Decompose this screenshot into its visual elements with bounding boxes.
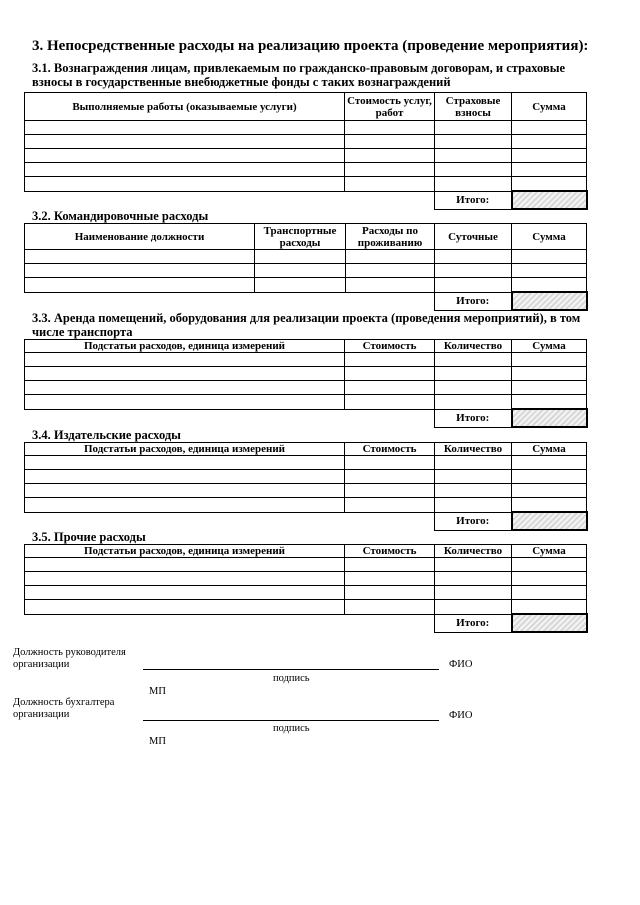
table-cell[interactable] <box>512 381 587 395</box>
table-cell[interactable] <box>512 149 587 163</box>
table-cell[interactable] <box>435 558 512 572</box>
accountant-position-label: Должность бухгалтера организации <box>13 697 115 720</box>
table-cell[interactable] <box>512 498 587 513</box>
table-cell[interactable] <box>435 470 512 484</box>
col-header: Расходы по проживанию <box>346 224 435 250</box>
table-cell[interactable] <box>512 600 587 615</box>
total-label: Итого: <box>435 409 512 427</box>
total-sum-cell[interactable] <box>512 191 587 209</box>
col-header: Сумма <box>512 340 587 353</box>
total-row <box>25 292 587 310</box>
table-cell[interactable] <box>25 135 345 149</box>
table-cell[interactable] <box>345 484 435 498</box>
col-header: Количество <box>435 443 512 456</box>
table-cell[interactable] <box>435 264 512 278</box>
accountant-name-label: ФИО <box>449 710 473 721</box>
table-row <box>25 498 587 513</box>
table-cell[interactable] <box>25 163 345 177</box>
col-header: Стоимость <box>345 443 435 456</box>
table-cell[interactable] <box>512 353 587 367</box>
table-row <box>25 484 587 498</box>
table-cell[interactable] <box>345 163 435 177</box>
col-header: Сумма <box>512 545 587 558</box>
total-row <box>25 512 587 530</box>
table-cell[interactable] <box>435 381 512 395</box>
total-row <box>25 409 587 427</box>
table-cell[interactable] <box>512 264 587 278</box>
table-row <box>25 558 587 572</box>
table-cell[interactable] <box>435 456 512 470</box>
table-row <box>25 121 587 135</box>
table-row <box>25 470 587 484</box>
col-header: Сумма <box>512 224 587 250</box>
table-rent <box>24 339 588 428</box>
table-row <box>25 586 587 600</box>
col-header: Количество <box>435 340 512 353</box>
total-sum-cell[interactable] <box>512 512 587 530</box>
table-cell[interactable] <box>512 456 587 470</box>
table-cell[interactable] <box>345 558 435 572</box>
col-header: Количество <box>435 545 512 558</box>
table-cell[interactable] <box>25 381 345 395</box>
table-row <box>25 250 587 264</box>
table-cell[interactable] <box>345 572 435 586</box>
accountant-signature-line[interactable] <box>143 720 439 721</box>
col-header: Сумма <box>512 93 587 121</box>
table-cell[interactable] <box>435 484 512 498</box>
table-cell[interactable] <box>345 367 435 381</box>
table-cell[interactable] <box>345 121 435 135</box>
table-cell[interactable] <box>25 470 345 484</box>
table-cell[interactable] <box>25 558 345 572</box>
table-cell[interactable] <box>25 395 345 410</box>
table-cell[interactable] <box>435 572 512 586</box>
col-header: Страховые взносы <box>435 93 512 121</box>
table-row <box>25 278 587 293</box>
table-cell[interactable] <box>435 278 512 293</box>
head-signature-caption: подпись <box>273 673 310 684</box>
table-other <box>24 544 588 633</box>
table-cell[interactable] <box>435 498 512 513</box>
table-cell[interactable] <box>345 600 435 615</box>
table-cell[interactable] <box>435 163 512 177</box>
table3-title: 3.3. Аренда помещений, оборудования для реализации проекта (проведения мероприятий), в том числе транспорта <box>32 311 581 339</box>
table-row <box>25 135 587 149</box>
head-stamp-label: МП <box>149 686 166 697</box>
table-cell[interactable] <box>345 586 435 600</box>
table-cell[interactable] <box>512 367 587 381</box>
table-cell[interactable] <box>25 278 255 293</box>
table-cell[interactable] <box>345 456 435 470</box>
table1-title: 3.1. Вознаграждения лицам, привлекаемым по гражданско-правовым договорам, и страховые взносы в государственные внебюджетные фонды с таких вознаграждений <box>32 61 566 89</box>
table-cell[interactable] <box>435 135 512 149</box>
col-header: Стоимость услуг, работ <box>345 93 435 121</box>
table-cell[interactable] <box>346 250 435 264</box>
table-cell[interactable] <box>512 135 587 149</box>
table-row <box>25 353 587 367</box>
table-row <box>25 367 587 381</box>
total-sum-cell[interactable] <box>512 292 587 310</box>
table-cell[interactable] <box>25 498 345 513</box>
table-cell[interactable] <box>435 395 512 410</box>
table-cell[interactable] <box>435 250 512 264</box>
table-cell[interactable] <box>346 278 435 293</box>
table-cell[interactable] <box>25 149 345 163</box>
table-cell[interactable] <box>255 264 346 278</box>
table-cell[interactable] <box>512 278 587 293</box>
table-cell[interactable] <box>435 121 512 135</box>
total-label: Итого: <box>435 292 512 310</box>
table5-title: 3.5. Прочие расходы <box>32 530 146 544</box>
table-cell[interactable] <box>512 572 587 586</box>
col-header: Подстатьи расходов, единица измерений <box>25 340 345 353</box>
table-remuneration <box>24 92 588 210</box>
table-row <box>25 600 587 615</box>
col-header: Подстатьи расходов, единица измерений <box>25 443 345 456</box>
table-cell[interactable] <box>435 177 512 192</box>
table-cell[interactable] <box>435 353 512 367</box>
section-title: 3. Непосредственные расходы на реализацию проекта (проведение мероприятия): <box>32 38 589 54</box>
table-cell[interactable] <box>512 484 587 498</box>
table-travel <box>24 223 588 311</box>
table-row <box>25 264 587 278</box>
table-row <box>25 395 587 410</box>
table-cell[interactable] <box>345 149 435 163</box>
total-row <box>25 191 587 209</box>
total-label: Итого: <box>435 512 512 530</box>
table-cell[interactable] <box>345 353 435 367</box>
table-row <box>25 381 587 395</box>
table-cell[interactable] <box>435 367 512 381</box>
table-cell[interactable] <box>435 586 512 600</box>
table-cell[interactable] <box>25 121 345 135</box>
col-header: Суточные <box>435 224 512 250</box>
total-sum-cell[interactable] <box>512 409 587 427</box>
table-cell[interactable] <box>345 135 435 149</box>
table-cell[interactable] <box>25 177 345 192</box>
table-row <box>25 572 587 586</box>
table-cell[interactable] <box>345 470 435 484</box>
total-row <box>25 614 587 632</box>
table-cell[interactable] <box>25 586 345 600</box>
table-cell[interactable] <box>435 600 512 615</box>
table-cell[interactable] <box>512 586 587 600</box>
table-cell[interactable] <box>346 264 435 278</box>
col-header: Выполняемые работы (оказываемые услуги) <box>25 93 345 121</box>
table-cell[interactable] <box>512 163 587 177</box>
total-label: Итого: <box>435 191 512 209</box>
table-publishing <box>24 442 588 531</box>
col-header: Сумма <box>512 443 587 456</box>
table-cell[interactable] <box>25 572 345 586</box>
head-signature-line[interactable] <box>143 669 439 670</box>
table-cell[interactable] <box>435 149 512 163</box>
table-cell[interactable] <box>25 484 345 498</box>
col-header: Наименование должности <box>25 224 255 250</box>
table-cell[interactable] <box>512 121 587 135</box>
col-header: Стоимость <box>345 545 435 558</box>
col-header: Транспортные расходы <box>255 224 346 250</box>
accountant-signature-caption: подпись <box>273 723 310 734</box>
table-cell[interactable] <box>512 558 587 572</box>
table-cell[interactable] <box>25 600 345 615</box>
table-cell[interactable] <box>25 456 345 470</box>
col-header: Подстатьи расходов, единица измерений <box>25 545 345 558</box>
table-row <box>25 149 587 163</box>
table2-title: 3.2. Командировочные расходы <box>32 209 209 223</box>
table-cell[interactable] <box>25 353 345 367</box>
table-cell[interactable] <box>512 470 587 484</box>
table-cell[interactable] <box>25 264 255 278</box>
table-row <box>25 177 587 192</box>
table-cell[interactable] <box>345 381 435 395</box>
table-row <box>25 456 587 470</box>
table-cell[interactable] <box>255 278 346 293</box>
table-row <box>25 163 587 177</box>
head-position-label: Должность руководителя организации <box>13 647 126 670</box>
table-cell[interactable] <box>25 250 255 264</box>
table-cell[interactable] <box>255 250 346 264</box>
table-cell[interactable] <box>345 177 435 192</box>
total-label: Итого: <box>435 614 512 632</box>
accountant-stamp-label: МП <box>149 736 166 747</box>
table-cell[interactable] <box>345 395 435 410</box>
table-cell[interactable] <box>512 395 587 410</box>
head-name-label: ФИО <box>449 659 473 670</box>
table-cell[interactable] <box>25 367 345 381</box>
table-cell[interactable] <box>512 250 587 264</box>
table-cell[interactable] <box>512 177 587 192</box>
table-cell[interactable] <box>345 498 435 513</box>
table4-title: 3.4. Издательские расходы <box>32 428 181 442</box>
col-header: Стоимость <box>345 340 435 353</box>
total-sum-cell[interactable] <box>512 614 587 632</box>
